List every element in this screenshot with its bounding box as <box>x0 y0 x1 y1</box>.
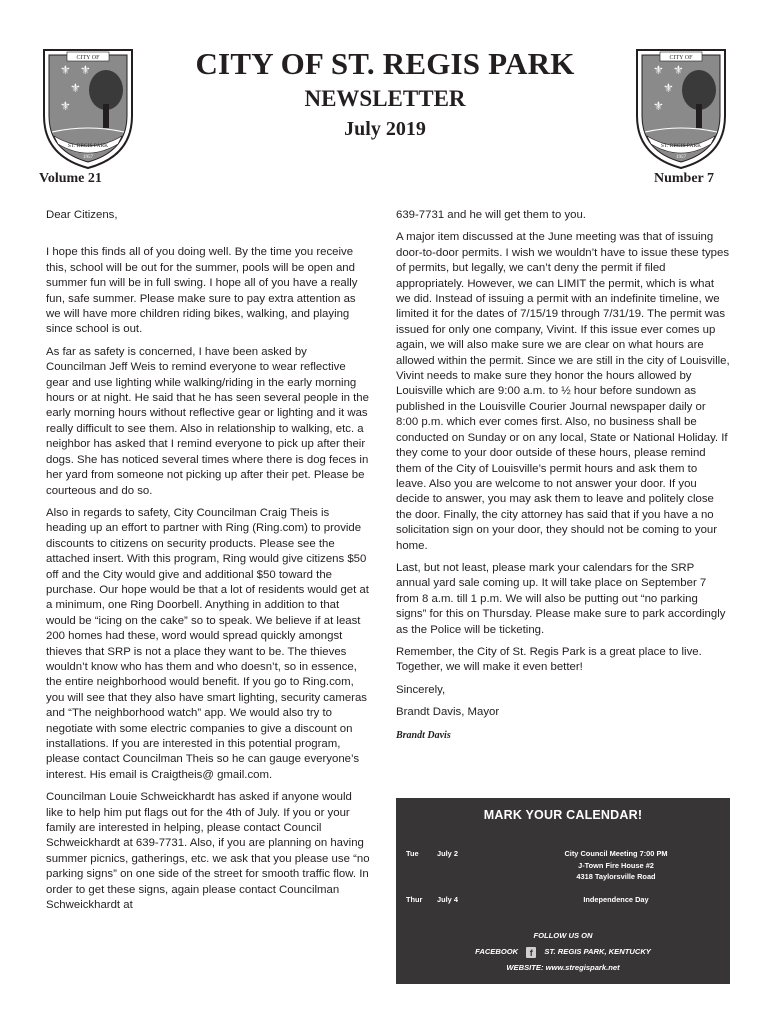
svg-text:⚜: ⚜ <box>70 81 81 95</box>
paragraph: Remember, the City of St. Regis Park is a great place to live. Together, we will make it even better! <box>396 645 702 674</box>
closing: Sincerely, <box>396 683 446 696</box>
svg-text:⚜: ⚜ <box>60 63 71 77</box>
event-line: J-Town Fire House #2 <box>578 860 654 870</box>
greeting: Dear Citizens, <box>46 209 118 221</box>
event-description <box>506 848 726 883</box>
svg-text:⚜: ⚜ <box>653 99 664 113</box>
paragraph: As far as safety is concerned, I have been asked by Councilman Jeff Weis to remind everyone to wear reflective gear and use lighting while walking/riding in the early morning hours or at night. He said that he has seen several people in the early morning hours without reflective gear or lighting and it was really difficult to see them. Also in relationship to walking, etc. a neighbor has asked that I remind everyone to pick up after their dogs. She has noticed several times where there is dog feces in her yard from someone not picking up after their pet. Please be courteous and do so. <box>46 345 369 497</box>
svg-text:⚜: ⚜ <box>60 99 71 113</box>
paragraph: Councilman Louie Schweickhardt has asked if anyone would like to help him put flags out for the 4th of July. If you or your family are interested in helping, please contact Council Schweickhardt at 639-7731. Also, if you are planning on having summer picnics, gatherings, etc. we ask that you please use “no parking signs” on one side of the street for smooth traffic flow. In order to get these signs, again please contact Councilman Schweickhardt at <box>46 791 370 912</box>
volume-label: Volume 21 <box>39 171 102 186</box>
number-label: Number 7 <box>653 171 714 186</box>
paragraph: I hope this finds all of you doing well. By the time you receive this, school will be out for the summer, pools will be open and summer fun will be in full swing. I hope all of you have a really fun, safe summer. Please make sure to pay extra attention as we will have more children riding bikes, walking, and playing since school is out. <box>46 246 358 336</box>
paragraph: Also in regards to safety, City Councilman Craig Theis is heading up an effort to partner with Ring (Ring.com) to provide discounts to citizens on security products. Please see the attached insert. With this program, Ring would give citizens $50 off and the City would give and additional $50 toward the purchase. Our hope would be that a lot of residents would get at a minimum, one Ring Doorbell. Anything in addition to that would be “icing on the cake” so to speak. We believe if at least 200 homes had these, word would spread quickly amongst thieves that SRP is not a place they want to be. The thieves wouldn’t know who has them and who doesn’t, so in essence, the entire neighborhood would benefit. If you go to Ring.com, you will see that they also have smart lighting, security cameras and “The neighborhood watch” app. We would also try to negotiate with some electric companies to give a discount on installations. If you are interested in this potential program, please contact Councilman Theis so he can gauge everyone’s interest. His email is Craigtheis@ gmail.com. <box>46 506 369 781</box>
paragraph: A major item discussed at the June meeting was that of issuing door-to-door permits. I wish we wouldn’t have to issue these types of permits, but legally, we can’t deny the permit if filed appropriately. However, we can LIMIT the permit, which is what we did. Instead of issuing a permit with an indefinite timeline, we limited it for the dates of 7/15/19 through 7/31/19. The permit was issued for only one company, Vivint. If this issue ever comes up again, we will also make sure we are clear on what hours are allowed within the permit. Since we are still in the city of Louisville, Vivint needs to make sure they honor the hours allowed by Louisville which are 9:00 a.m. to ½ hour before sundown as published in the Louisville Courier Journal newspaper daily or 8:00 p.m. which ever comes first. Also, no business shall be conducted on Sunday or on any local, State or National Holiday. If they come to your door outside of these hours, please remind them of the City of Louisville’s permit hours and ask them to leave. Also you are welcome to not answer your door. If you decide to answer, you may ask them to leave and politely close the door. Finally, the city attorney has said that if you have a no solicitation sign on your door, they should not be coming to your home. <box>396 231 730 552</box>
event-day: Tue <box>406 849 419 858</box>
paragraph: Last, but not least, please mark your calendars for the SRP annual yard sale coming up. It will take place on September 7 from 8 a.m. till 1 p.m. We will also be putting out “no parking signs” for this on Thursday. Please make sure to park accordingly as the Police will be ticketing. <box>396 561 726 636</box>
facebook-label: FACEBOOK <box>475 947 519 956</box>
issue-date: July 2019 <box>344 118 426 140</box>
svg-text:⚜: ⚜ <box>663 81 674 95</box>
event-line: City Council Meeting 7:00 PM <box>564 849 668 858</box>
city-seal-right <box>633 44 729 172</box>
svg-text:⚜: ⚜ <box>653 63 664 77</box>
right-column <box>396 208 730 750</box>
signature: Brandt Davis <box>396 729 451 741</box>
website-link[interactable]: WEBSITE: www.stregispark.net <box>506 963 620 972</box>
left-column <box>46 208 370 920</box>
signer: Brandt Davis, Mayor <box>396 706 500 719</box>
svg-text:⚜: ⚜ <box>673 63 684 77</box>
calendar-title: MARK YOUR CALENDAR! <box>483 808 643 822</box>
calendar-box <box>396 798 730 984</box>
svg-text:CITY OF: CITY OF <box>669 55 693 61</box>
event-date: July 2 <box>437 849 458 858</box>
facebook-icon[interactable]: f <box>526 947 536 958</box>
event-description <box>506 894 726 906</box>
svg-text:⚜: ⚜ <box>80 63 91 77</box>
svg-text:CITY OF: CITY OF <box>76 55 100 61</box>
masthead-title: CITY OF ST. REGIS PARK <box>195 46 575 81</box>
masthead-subtitle: NEWSLETTER <box>304 86 466 111</box>
facebook-line <box>396 944 730 960</box>
paragraph: 639-7731 and he will get them to you. <box>396 209 586 221</box>
follow-us-heading: FOLLOW US ON <box>533 931 593 940</box>
svg-text:1957: 1957 <box>83 155 93 160</box>
svg-text:1957: 1957 <box>676 155 686 160</box>
event-line: 4318 Taylorsville Road <box>576 872 656 881</box>
event-day: Thur <box>406 895 423 904</box>
facebook-page-name[interactable]: ST. REGIS PARK, KENTUCKY <box>544 947 651 956</box>
event-line: Independence Day <box>583 895 649 904</box>
svg-text:ST. REGIS PARK: ST. REGIS PARK <box>660 143 702 149</box>
city-seal-left <box>40 44 136 172</box>
event-date: July 4 <box>437 895 458 904</box>
svg-text:ST. REGIS PARK: ST. REGIS PARK <box>67 143 109 149</box>
